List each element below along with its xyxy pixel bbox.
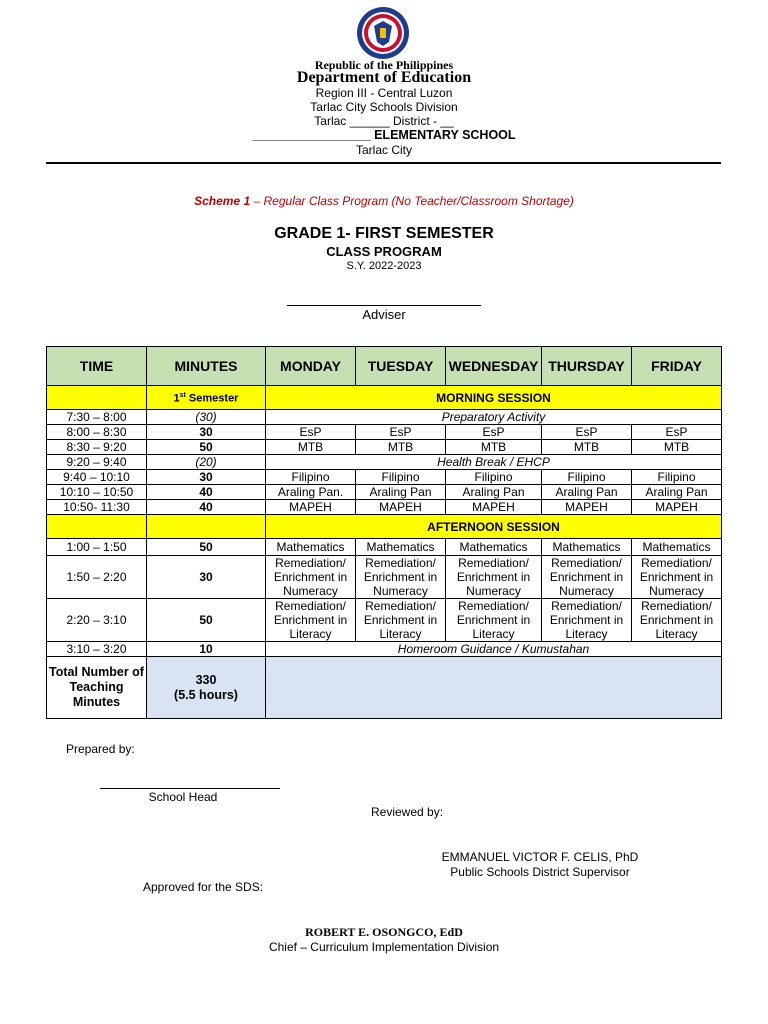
approved-for-label: Approved for the SDS: (143, 880, 264, 894)
table-row: 8:00 – 8:30 30 EsP EsP EsP EsP EsP (47, 425, 722, 440)
afternoon-session-row (47, 515, 722, 539)
program-title: CLASS PROGRAM (326, 244, 442, 259)
total-value: 330 (5.5 hours) (147, 657, 266, 719)
approver-title: Chief – Curriculum Implementation Division (268, 940, 500, 954)
reviewer-name: EMMANUEL VICTOR F. CELIS, PhD (441, 850, 639, 864)
school-year: S.Y. 2022-2023 (346, 260, 422, 272)
city-text: Tarlac City (355, 143, 412, 157)
col-header-friday: FRIDAY (632, 347, 722, 386)
region-text: Region III - Central Luzon (315, 86, 453, 100)
total-row (47, 657, 722, 719)
table-row: 3:10 – 3:20 10 Homeroom Guidance / Kumustahan (47, 642, 722, 657)
header-divider (46, 162, 721, 164)
scheme-description: – Regular Class Program (No Teacher/Classroom Shortage) (250, 194, 574, 208)
afternoon-session-label: AFTERNOON SESSION (266, 515, 722, 539)
table-row: 9:20 – 9:40 (20) Health Break / EHCP (47, 455, 722, 470)
republic-heading: Republic of the Philippines (314, 58, 454, 72)
table-header-row (47, 347, 722, 386)
division-text: Tarlac City Schools Division (310, 100, 458, 114)
table-row: 10:10 – 10:50 40 Araling Pan. Araling Pan Araling Pan Araling Pan Araling Pan (47, 485, 722, 500)
scheme-line (0, 194, 768, 208)
prepared-by-label: Prepared by: (66, 742, 135, 756)
table-row: 9:40 – 10:10 30 Filipino Filipino Filipino Filipino Filipino (47, 470, 722, 485)
scheme-label: Scheme 1 (194, 194, 251, 208)
district-text: Tarlac ______ District - __ (314, 114, 454, 128)
adviser-label: Adviser (362, 307, 406, 322)
table-row: 1:00 – 1:50 50 Mathematics Mathematics Mathematics Mathematics Mathematics (47, 539, 722, 556)
col-header-thursday: THURSDAY (542, 347, 632, 386)
col-header-tuesday: TUESDAY (356, 347, 446, 386)
grade-title: GRADE 1- FIRST SEMESTER (274, 225, 494, 242)
school-head-line (100, 788, 280, 789)
col-header-time: TIME (47, 347, 147, 386)
table-row: 7:30 – 8:00 (30) Preparatory Activity (47, 410, 722, 425)
table-row: 8:30 – 9:20 50 MTB MTB MTB MTB MTB (47, 440, 722, 455)
col-header-monday: MONDAY (266, 347, 356, 386)
reviewed-by-label: Reviewed by: (371, 805, 444, 819)
department-heading: Department of Education (296, 69, 472, 86)
school-name: _________________ ELEMENTARY SCHOOL (252, 128, 516, 142)
total-label: Total Number of Teaching Minutes (47, 657, 147, 719)
school-head-label: School Head (148, 790, 218, 804)
morning-session-label: MORNING SESSION (266, 386, 722, 410)
morning-session-row (47, 386, 722, 410)
table-row: 1:50 – 2:20 30 Remediation/ Enrichment in Numeracy Remediation/ Enrichment in Numeracy Remediation/ Enrichment in Numeracy Remediation/ Enrichment in Numeracy Remediation/ Enrichment in Numeracy (47, 556, 722, 599)
table-row: 2:20 – 3:10 50 Remediation/ Enrichment in Literacy Remediation/ Enrichment in Literacy Remediation/ Enrichment in Literacy Remediation/ Enrichment in Literacy Remediation/ Enrichment in Literacy (47, 599, 722, 642)
class-program-table (46, 346, 722, 719)
col-header-wednesday: WEDNESDAY (446, 347, 542, 386)
semester-cell: 1st Semester (147, 386, 266, 410)
table-row: 10:50- 11:30 40 MAPEH MAPEH MAPEH MAPEH MAPEH (47, 500, 722, 515)
approver-name: ROBERT E. OSONGCO, EdD (305, 925, 463, 939)
adviser-line (287, 305, 481, 306)
deped-seal-logo (356, 6, 410, 60)
col-header-minutes: MINUTES (147, 347, 266, 386)
reviewer-title: Public Schools District Supervisor (450, 865, 630, 879)
